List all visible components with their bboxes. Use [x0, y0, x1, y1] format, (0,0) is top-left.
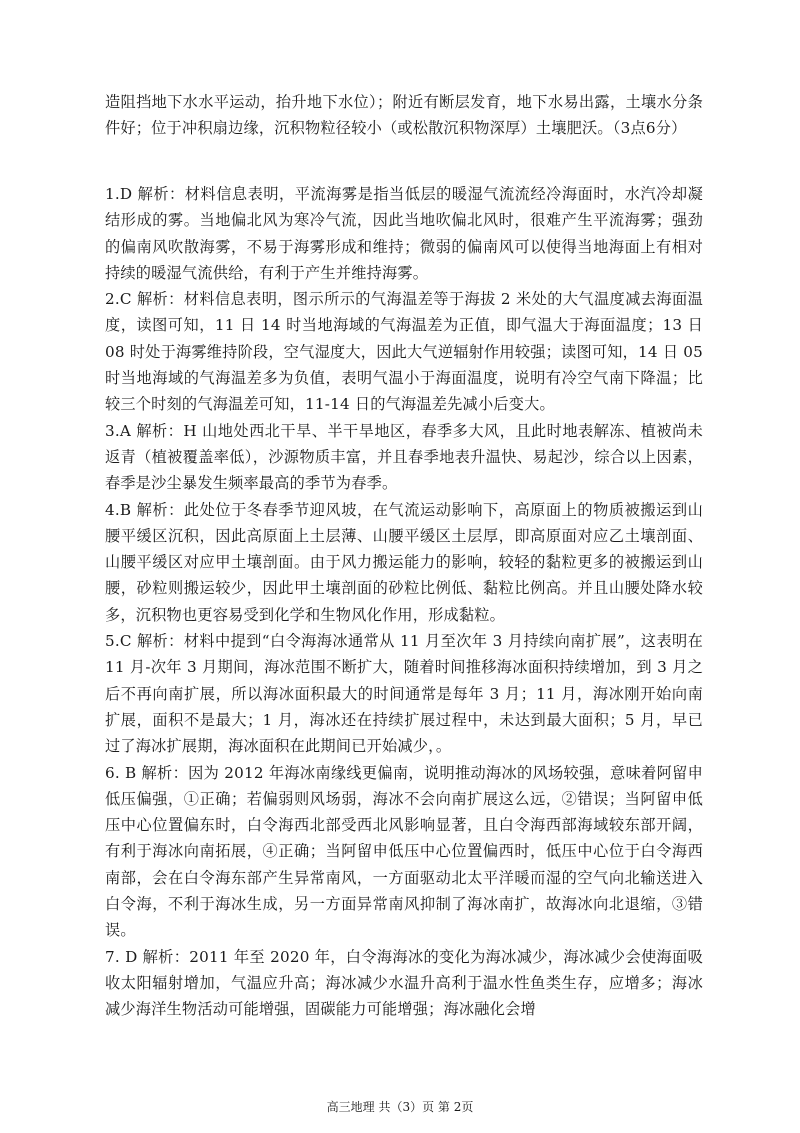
intro-block [105, 89, 703, 142]
answer-3: 3.A 解析：H 山地处西北干旱、半干旱地区，春季多大风，且此时地表解冻、植被尚未返青（植被覆盖率低），沙源物质丰富，并且春季地表升温快、易起沙，综合以上因素，春季是沙尘暴发生频率最高的季节为春季。 [105, 421, 703, 493]
intro-paragraph: 造阻挡地下水水平运动，抬升地下水位）；附近有断层发育，地下水易出露，土壤水分条件好；位于冲积扇边缘，沉积物粒径较小（或松散沉积物深厚）土壤肥沃。（3点6分） [105, 93, 703, 138]
answer-6: 6. B 解析：因为 2012 年海冰南缘线更偏南，说明推动海冰的风场较强，意味着阿留申低压偏强，①正确；若偏弱则风场弱，海冰不会向南扩展这么远，②错误；当阿留申低压中心位置偏东时，白令海西北部受西北风影响显著，且白令海西部海域较东部开阔，有利于海冰向南拓展，④正确；当阿留申低压中心位置偏西时，低压中心位于白令海西南部，会在白令海东部产生异常南风，一方面驱动北太平洋暖而湿的空气向北输送进入白令海，不利于海冰生成，另一方面异常南风抑制了海冰南扩，故海冰向北退缩，③错误。 [105, 763, 703, 940]
page-footer: 高三地理 共（3）页 第 2页 [326, 1100, 474, 1114]
answer-5: 5.C 解析：材料中提到“白令海海冰通常从 11 月至次年 3 月持续向南扩展”，这表明在 11 月-次年 3 月期间，海冰范围不断扩大，随着时间推移海冰面积持续增加，到 3 月之后不再向南扩展，所以海冰面积最大的时间通常是每年 3 月；11 月，海冰刚开始向南扩展，面积不是最大；1 月，海冰还在持续扩展过程中，未达到最大面积；5 月，早已过了海冰扩展期，海冰面积在此期间已开始减少，。 [105, 632, 703, 756]
answer-4: 4.B 解析：此处位于冬春季节迎风坡，在气流运动影响下，高原面上的物质被搬运到山腰平缓区沉积，因此高原面上土层薄、山腰平缓区土层厚，即高原面对应乙土壤剖面、山腰平缓区对应甲土壤剖面。由于风力搬运能力的影响，较轻的黏粒更多的被搬运到山腰，砂粒则搬运较少，因此甲土壤剖面的砂粒比例低、黏粒比例高。并且山腰处降水较多，沉积物也更容易受到化学和生物风化作用，形成黏粒。 [105, 500, 703, 624]
answers-block [105, 181, 703, 1023]
answer-7: 7. D 解析：2011 年至 2020 年，白令海海冰的变化为海冰减少，海冰减少会使海面吸收太阳辐射增加，气温应升高；海冰减少水温升高利于温水性鱼类生存，应增多；海冰减少海洋生物活动可能增强，固碳能力可能增强；海冰融化会增 [105, 947, 703, 1019]
answer-1: 1.D 解析：材料信息表明，平流海雾是指当低层的暖湿气流流经冷海面时，水汽冷却凝结形成的雾。当地偏北风为寒冷气流，因此当地吹偏北风时，很难产生平流海雾；强劲的偏南风吹散海雾，不易于海雾形成和维持；微弱的偏南风可以使得当地海面上有相对持续的暖湿气流供给，有利于产生并维持海雾。 [105, 185, 703, 282]
answer-2: 2.C 解析：材料信息表明，图示所示的气海温差等于海拔 2 米处的大气温度减去海面温度，读图可知，11 日 14 时当地海域的气海温差为正值，即气温大于海面温度；13 日 08 时处于海雾维持阶段，空气湿度大，因此大气逆辐射作用较强；读图可知，14 日 05 时当地海域的气海温差多为负值，表明气温小于海面温度，说明有冷空气南下降温；比较三个时刻的气海温差可知，11-14 日的气海温差先减小后变大。 [105, 290, 703, 414]
